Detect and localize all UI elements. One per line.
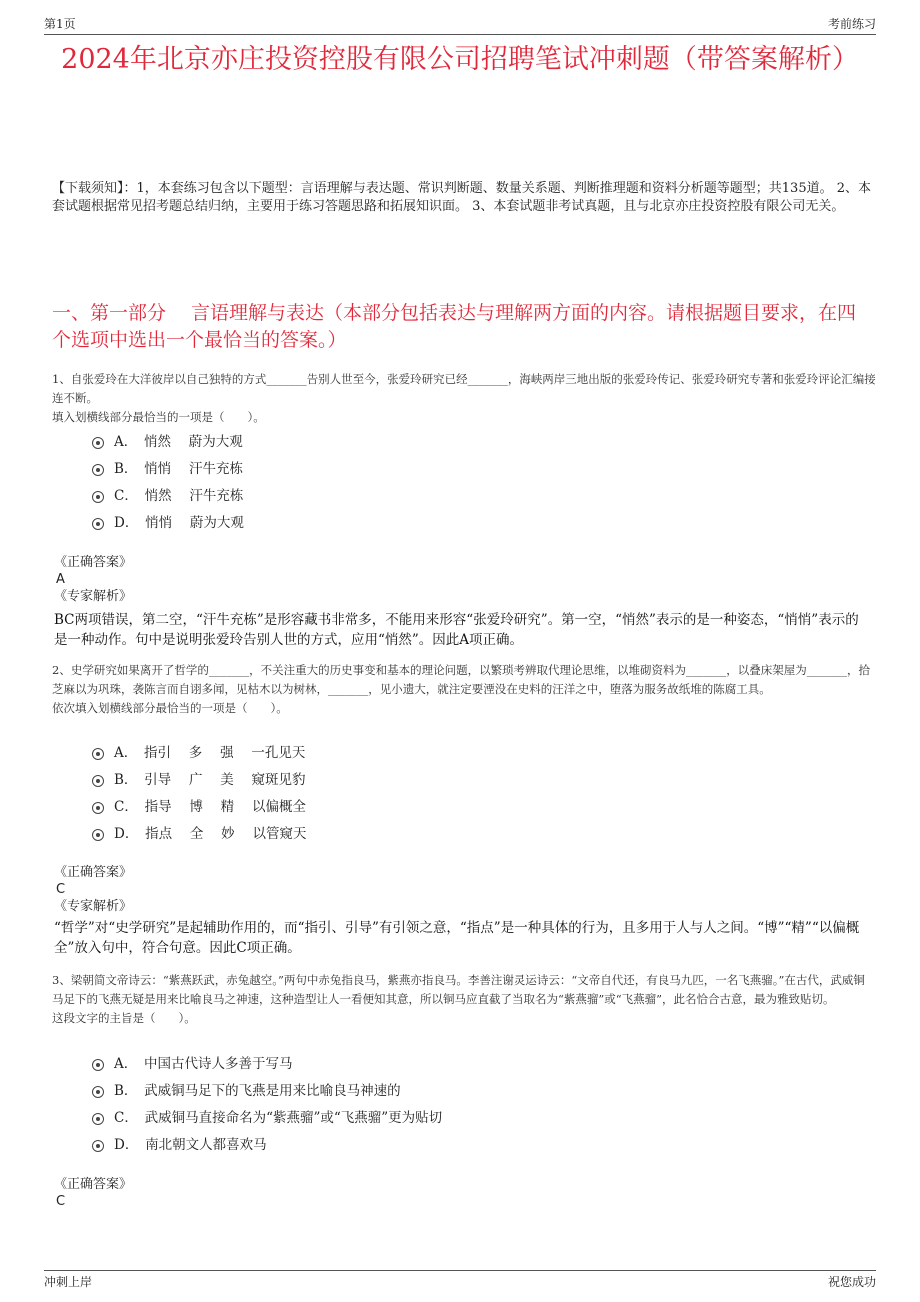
radio-icon[interactable]	[92, 437, 104, 449]
answer-value: C	[56, 882, 66, 897]
download-notice: 【下载须知】：1，本套练习包含以下题型：言语理解与表达题、常识判断题、数量关系题、判断推理题和资料分析题等题型；共135道。 2、本套试题根据常见招考题总结归纳，主要用于练习答题思路和拓展知识面。 3、本套试题非考试真题，且与北京亦庄投资控股有限公司无关。	[52, 181, 871, 214]
analysis-label: 《专家解析》	[54, 899, 133, 914]
question-prompt: 这段文字的主旨是（ ）。	[52, 1011, 196, 1025]
question-2	[52, 661, 876, 718]
header-label: 考前练习	[827, 17, 876, 31]
page-header	[44, 10, 876, 35]
question-2-options	[92, 737, 792, 845]
option-d[interactable]	[92, 1129, 792, 1156]
section-title: 一、第一部分 言语理解与表达（本部分包括表达与理解两方面的内容。请根据题目要求，在四个选项中选出一个最恰当的答案。）	[52, 302, 857, 351]
question-1-options	[92, 426, 792, 534]
question-1	[52, 370, 876, 427]
option-label: A． 悄然 蔚为大观	[114, 433, 243, 450]
page-number: 第1页	[44, 17, 76, 31]
question-stem: 2、史学研究如果离开了哲学的_______，不关注重大的历史事变和基本的理论问题，以繁琐考辨取代理论思维，以堆砌资料为_______，以叠床架屋为_______，拾芝麻以为巩珠，袭陈言而自诩多闻，见枯木以为树林，_______，见小遗大，就注定要湮没在史料的汪洋之中，堕落为服务故纸堆的陈腐工具。	[52, 663, 871, 696]
radio-icon[interactable]	[92, 518, 104, 530]
document-title: 2024年北京亦庄投资控股有限公司招聘笔试冲刺题（带答案解析）	[61, 44, 859, 75]
option-label: C． 指导 博 精 以偏概全	[114, 798, 306, 815]
option-b[interactable]	[92, 764, 792, 791]
answer-block	[54, 1176, 874, 1210]
radio-icon[interactable]	[92, 491, 104, 503]
option-c[interactable]	[92, 480, 792, 507]
radio-icon[interactable]	[92, 775, 104, 787]
analysis-text: “哲学”对“史学研究”是起辅助作用的，而“指引、引导”有引领之意，“指点”是一种具体的行为，且多用于人与人之间。“博”“精”“以偏概全”放入句中，符合句意。因此C项正确。	[54, 920, 860, 956]
option-a[interactable]	[92, 737, 792, 764]
radio-icon[interactable]	[92, 1059, 104, 1071]
option-label: D． 南北朝文人都喜欢马	[114, 1136, 267, 1153]
option-b[interactable]	[92, 1075, 792, 1102]
option-label: D． 悄悄 蔚为大观	[114, 514, 244, 531]
analysis-text: BC两项错误，第二空，“汗牛充栋”是形容藏书非常多，不能用来形容“张爱玲研究”。第一空，“悄然”表示的是一种姿态，“悄悄”表示的是一种动作。句中是说明张爱玲告别人世的方式，应用“悄然”。因此A项正确。	[54, 612, 859, 648]
option-label: A． 指引 多 强 一孔见天	[114, 744, 306, 761]
radio-icon[interactable]	[92, 802, 104, 814]
option-c[interactable]	[92, 1102, 792, 1129]
option-label: D． 指点 全 妙 以管窥天	[114, 825, 307, 842]
answer-label: 《正确答案》	[54, 865, 133, 880]
option-d[interactable]	[92, 507, 792, 534]
question-3	[52, 971, 876, 1028]
page-footer	[44, 1270, 876, 1290]
radio-icon[interactable]	[92, 748, 104, 760]
footer-left: 冲刺上岸	[44, 1275, 93, 1289]
answer-value: A	[56, 572, 65, 587]
question-3-options	[92, 1048, 792, 1156]
option-b[interactable]	[92, 453, 792, 480]
answer-block	[54, 554, 874, 605]
answer-block	[54, 864, 874, 915]
question-prompt: 填入划横线部分最恰当的一项是（ ）。	[52, 410, 265, 424]
radio-icon[interactable]	[92, 829, 104, 841]
radio-icon[interactable]	[92, 464, 104, 476]
radio-icon[interactable]	[92, 1113, 104, 1125]
question-stem: 1、自张爱玲在大洋彼岸以自己独特的方式_______告别人世至今，张爱玲研究已经_______，海峡两岸三地出版的张爱玲传记、张爱玲研究专著和张爱玲评论汇编接连不断。	[52, 372, 876, 405]
answer-label: 《正确答案》	[54, 555, 133, 570]
option-label: C． 武威铜马直接命名为“紫燕骝”或“飞燕骝”更为贴切	[114, 1109, 443, 1126]
question-stem: 3、梁朝简文帝诗云：“紫燕跃武，赤兔越空。”两句中赤兔指良马，紫燕亦指良马。李善注谢灵运诗云：“文帝自代还，有良马九匹，一名飞燕骝。”在古代，武威铜马足下的飞燕无疑是用来比喻良马之神速，这种造型让人一看便知其意，所以铜马应直截了当取名为“紫燕骝”或“飞燕骝”，此名恰合古意，最为雅致贴切。	[52, 973, 865, 1006]
option-d[interactable]	[92, 818, 792, 845]
footer-right: 祝您成功	[827, 1275, 876, 1289]
option-label: B． 悄悄 汗牛充栋	[114, 460, 243, 477]
question-prompt: 依次填入划横线部分最恰当的一项是（ ）。	[52, 701, 288, 715]
answer-label: 《正确答案》	[54, 1177, 133, 1192]
answer-value: C	[56, 1194, 66, 1209]
analysis-label: 《专家解析》	[54, 589, 133, 604]
radio-icon[interactable]	[92, 1086, 104, 1098]
option-a[interactable]	[92, 426, 792, 453]
radio-icon[interactable]	[92, 1140, 104, 1152]
option-a[interactable]	[92, 1048, 792, 1075]
option-label: B． 武威铜马足下的飞燕是用来比喻良马神速的	[114, 1082, 401, 1099]
option-label: B． 引导 广 美 窥斑见豹	[114, 771, 306, 788]
option-label: C． 悄然 汗牛充栋	[114, 487, 244, 504]
option-label: A． 中国古代诗人多善于写马	[114, 1055, 293, 1072]
option-c[interactable]	[92, 791, 792, 818]
